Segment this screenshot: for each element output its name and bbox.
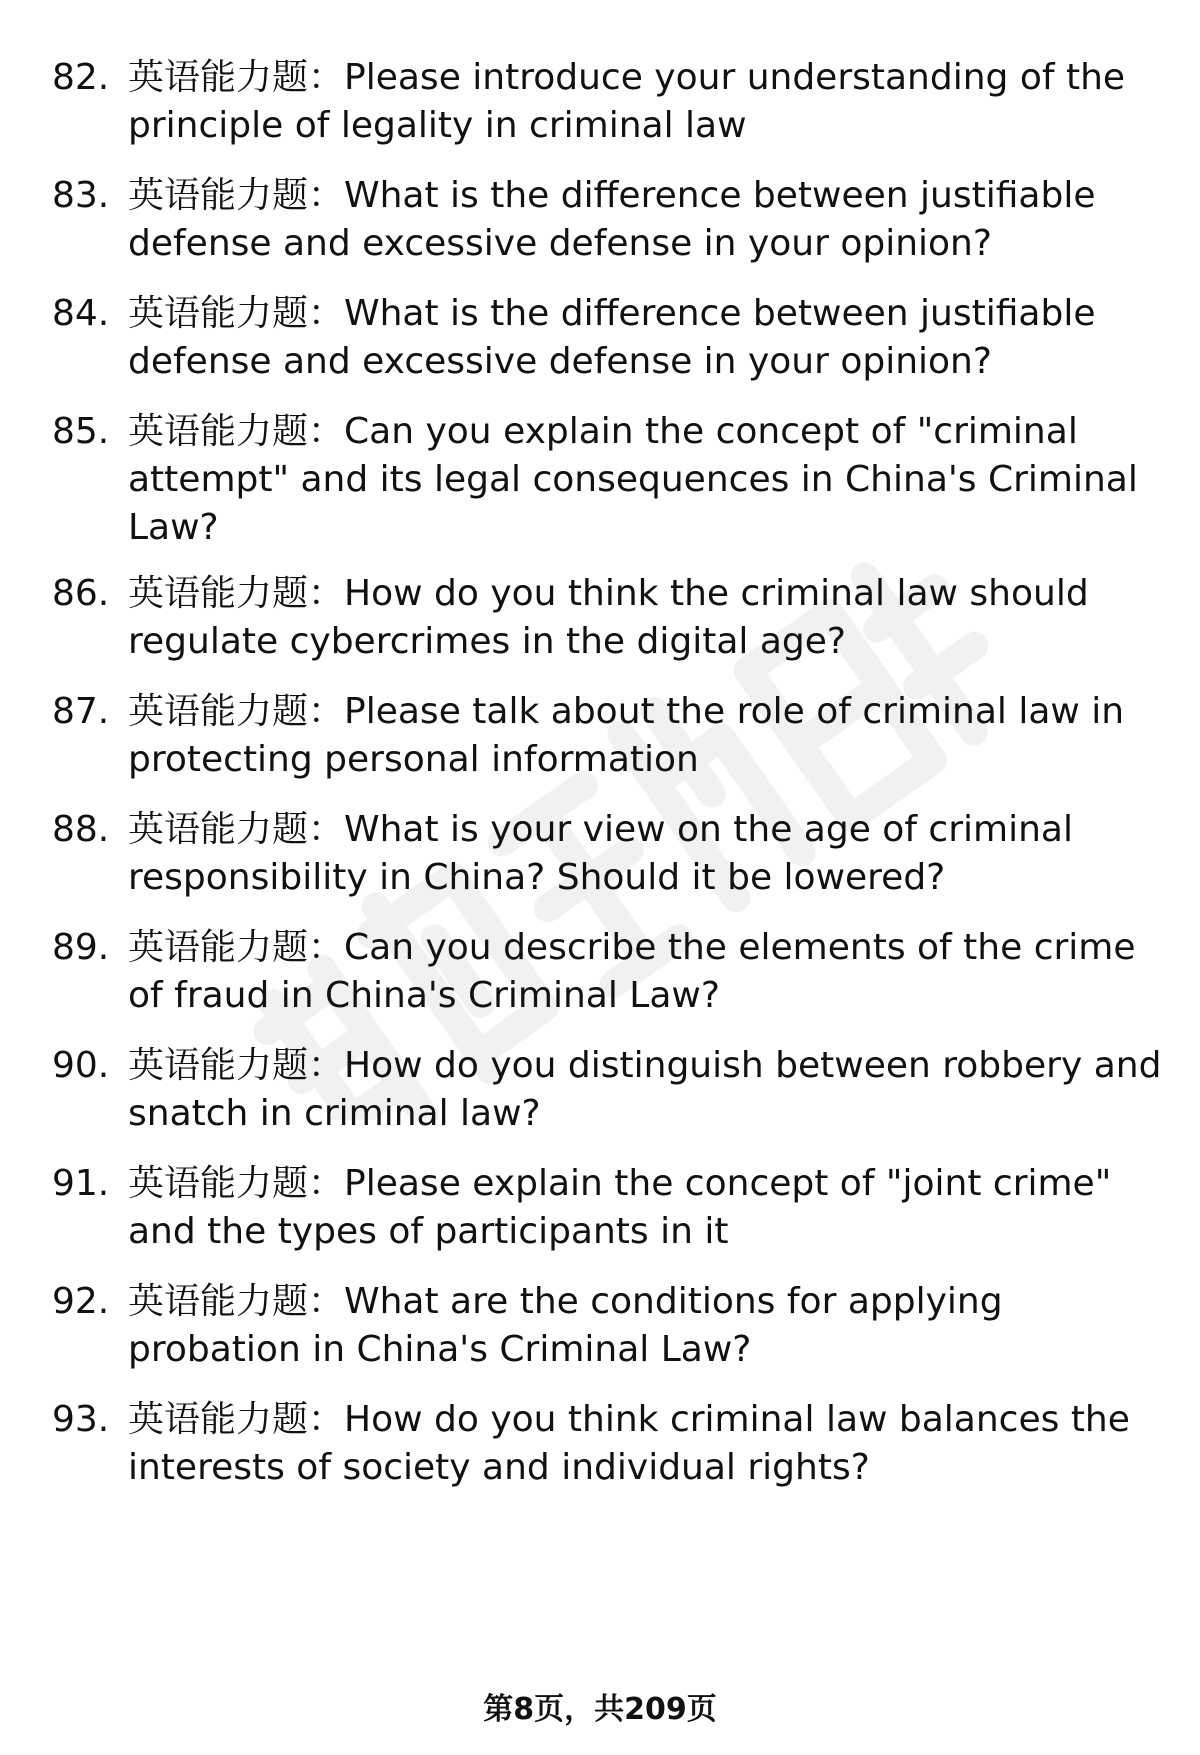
question-body: Please introduce your understanding of the principle of legality in criminal law: [128, 57, 1126, 146]
question-text: [128, 1396, 1168, 1492]
question-number: 88.: [52, 809, 110, 850]
question-number: 87.: [52, 691, 110, 732]
question-prefix: 英语能力题：: [128, 175, 345, 216]
question-text: [128, 806, 1168, 902]
question-body: What is the difference between justifiable defense and excessive defense in your opinion?: [128, 175, 1096, 264]
question-prefix: 英语能力题：: [128, 1045, 345, 1086]
question-number: 86.: [52, 573, 110, 614]
question-text: [128, 570, 1168, 666]
question-number: 84.: [52, 293, 110, 334]
question-prefix: 英语能力题：: [128, 1399, 345, 1440]
question-body: What is the difference between justifiable defense and excessive defense in your opinion?: [128, 293, 1096, 382]
question-body: What is your view on the age of criminal responsibility in China? Should it be lowered?: [128, 809, 1073, 898]
question-body: Please explain the concept of "joint crime" and the types of participants in it: [128, 1163, 1112, 1252]
question-number: 93.: [52, 1399, 110, 1440]
question-prefix: 英语能力题：: [128, 1163, 345, 1204]
question-body: How do you think the criminal law should regulate cybercrimes in the digital age?: [128, 573, 1089, 662]
question-prefix: 英语能力题：: [128, 57, 345, 98]
question-text: [128, 408, 1168, 552]
question-text: [128, 1278, 1168, 1374]
question-number: 82.: [52, 57, 110, 98]
question-prefix: 英语能力题：: [128, 411, 345, 452]
question-prefix: 英语能力题：: [128, 1281, 345, 1322]
question-prefix: 英语能力题：: [128, 293, 345, 334]
question-number: 83.: [52, 175, 110, 216]
question-number: 92.: [52, 1281, 110, 1322]
question-text: [128, 1042, 1168, 1138]
question-text: [128, 688, 1168, 784]
question-text: [128, 924, 1168, 1020]
question-body: Please talk about the role of criminal law in protecting personal information: [128, 691, 1125, 780]
question-number: 89.: [52, 927, 110, 968]
question-number: 85.: [52, 411, 110, 452]
question-body: Can you explain the concept of "criminal attempt" and its legal consequences in China's Criminal Law?: [128, 411, 1138, 548]
question-prefix: 英语能力题：: [128, 573, 345, 614]
question-body: What are the conditions for applying probation in China's Criminal Law?: [128, 1281, 1003, 1370]
question-body: Can you describe the elements of the crime of fraud in China's Criminal Law?: [128, 927, 1136, 1016]
question-body: How do you distinguish between robbery and snatch in criminal law?: [128, 1045, 1162, 1134]
question-number: 91.: [52, 1163, 110, 1204]
question-text: [128, 290, 1168, 386]
question-text: [128, 1160, 1168, 1256]
page-number-footer: 第8页，共209页: [483, 1692, 717, 1727]
question-number: 90.: [52, 1045, 110, 1086]
question-text: [128, 54, 1168, 150]
question-prefix: 英语能力题：: [128, 809, 345, 850]
question-body: How do you think criminal law balances the interests of society and individual rights?: [128, 1399, 1130, 1488]
question-prefix: 英语能力题：: [128, 691, 345, 732]
question-text: [128, 172, 1168, 268]
question-prefix: 英语能力题：: [128, 927, 345, 968]
